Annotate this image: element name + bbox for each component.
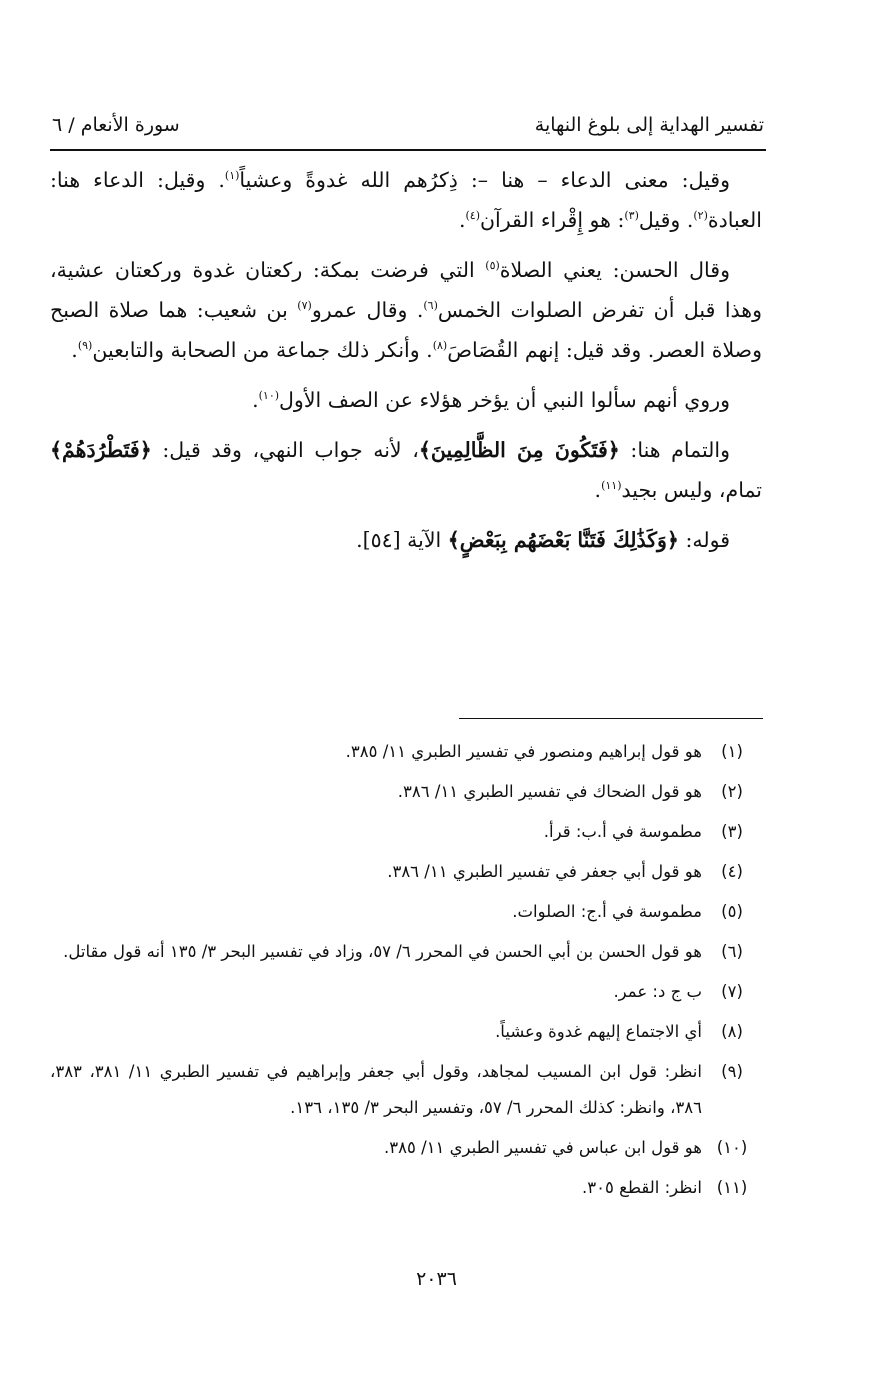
text-run: والتمام هنا: [619, 438, 730, 462]
paragraph-2 [50, 250, 762, 370]
footnote-number: (٥) [721, 902, 743, 921]
text-run: الآية [٥٤]. [356, 528, 448, 552]
footnotes-list [50, 734, 762, 1210]
book-title: تفسير الهداية إلى بلوغ النهاية [534, 114, 764, 136]
footnote-text: مطموسة في أ.ب: قرأ. [543, 822, 702, 841]
footnote-ref-7[interactable]: (٧) [297, 299, 312, 313]
main-text [50, 160, 762, 570]
text-run: . وأنكر ذلك جماعة من الصحابة والتابعين [92, 338, 433, 362]
text-run: وقيل: معنى الدعاء – هنا –: ذِكرُهم الله غدوةً وعشياً [239, 168, 730, 192]
footnote [50, 974, 762, 1010]
footnote-ref-5[interactable]: (٥) [485, 259, 500, 273]
text-run: . [252, 388, 259, 412]
footnote [50, 1170, 762, 1206]
footnote [50, 1130, 762, 1166]
footnote-number: (٢) [721, 782, 743, 801]
text-run: التي فرضت بمكة: ركعتان غدوة وركعتان عشية، وهذا قبل أن تفرض الصلوات الخمس [50, 258, 763, 322]
footnote-number: (١) [721, 742, 743, 761]
text-run: . [594, 478, 602, 502]
footnote-text: هو قول أبي جعفر في تفسير الطبري ١١/ ٣٨٦. [387, 862, 702, 881]
quran-verse-heading: ﴿وَكَذَٰلِكَ فَتَنَّا بَعْضَهُم بِبَعْضٍ﴾ [447, 528, 679, 552]
text-run: . وقال عمرو [311, 298, 424, 322]
text-run: بن شعيب: هما صلاة الصبح وصلاة العصر. وقد قيل: إنهم القُصَاصَ [50, 298, 762, 362]
footnote-text: ب ج د: عمر. [613, 982, 702, 1001]
header-divider [50, 149, 766, 151]
footnote [50, 1054, 762, 1126]
text-run: . [458, 208, 466, 232]
footnote-text: هو قول إبراهيم ومنصور في تفسير الطبري ١١/ ٣٨٥. [345, 742, 702, 761]
text-run: . وقيل: الدعاء هنا: العبادة [50, 168, 762, 232]
footnote-number: (٩) [721, 1062, 743, 1081]
footnote-number: (١٠) [716, 1138, 748, 1157]
page-number: ٢٠٣٦ [416, 1268, 457, 1290]
footnote-ref-9[interactable]: (٩) [77, 339, 93, 353]
text-run: قوله: [678, 528, 730, 552]
text-run: . [71, 338, 78, 362]
footnote-ref-6[interactable]: (٦) [423, 299, 438, 313]
footnote-text: أي الاجتماع إليهم غدوة وعشياً. [495, 1022, 702, 1041]
footnote [50, 774, 762, 810]
text-run: وقال الحسن: يعني الصلاة [499, 258, 730, 282]
footnote-ref-4[interactable]: (٤) [465, 209, 480, 223]
footnote-ref-2[interactable]: (٢) [693, 209, 708, 223]
footnote [50, 1014, 762, 1050]
footnote-number: (٧) [721, 982, 743, 1001]
footnote-number: (٦) [721, 942, 743, 961]
footnote-text: هو قول الضحاك في تفسير الطبري ١١/ ٣٨٦. [397, 782, 702, 801]
footnote-number: (١١) [716, 1178, 748, 1197]
footnote-ref-3[interactable]: (٣) [624, 209, 639, 223]
text-run: وروي أنهم سألوا النبي أن يؤخر هؤلاء عن الصف الأول [279, 388, 730, 412]
footnote-ref-10[interactable]: (١٠) [258, 389, 280, 403]
paragraph-3 [50, 380, 762, 420]
footnote-text: هو قول الحسن بن أبي الحسن في المحرر ٦/ ٥٧، وزاد في تفسير البحر ٣/ ١٣٥ أنه قول مقاتل. [63, 942, 702, 961]
footnote [50, 734, 762, 770]
footnote-ref-11[interactable]: (١١) [601, 479, 622, 493]
footnote-ref-8[interactable]: (٨) [432, 339, 448, 353]
footnote-number: (٣) [721, 822, 743, 841]
footnote-divider [459, 718, 763, 719]
text-run: تمام، وليس بجيد [621, 478, 762, 502]
running-header [52, 110, 764, 146]
footnote [50, 814, 762, 850]
footnote-text: انظر: قول ابن المسيب لمجاهد، وقول أبي جعفر وإبراهيم في تفسير الطبري ١١/ ٣٨١، ٣٨٣، ٣٨٦، وانظر: كذلك المحرر ٦/ ٥٧، وتفسير البحر ٣/ ١٣٥، ١٣٦. [50, 1062, 702, 1117]
paragraph-4 [50, 430, 762, 510]
footnote [50, 894, 762, 930]
surah-page-label: سورة الأنعام / ٦ [52, 114, 180, 136]
paragraph-5 [50, 520, 762, 560]
footnote-number: (٨) [721, 1022, 743, 1041]
text-run: . وقيل [638, 208, 694, 232]
quran-quote: ﴿فَتَطْرُدَهُمْ﴾ [50, 438, 152, 462]
footnote-ref-1[interactable]: (١) [224, 169, 240, 183]
footnote-text: انظر: القطع ٣٠٥. [582, 1178, 702, 1197]
footnote-text: مطموسة في أ.ج: الصلوات. [512, 902, 702, 921]
paragraph-1 [50, 160, 762, 240]
footnote [50, 934, 762, 970]
text-run: : هو إِقْراء القرآن [480, 208, 625, 232]
quran-quote: ﴿فَتَكُونَ مِنَ الظَّالِمِينَ﴾ [418, 438, 620, 462]
text-run: ، لأنه جواب النهي، وقد قيل: [151, 438, 419, 462]
footnote [50, 854, 762, 890]
footnote-text: هو قول ابن عباس في تفسير الطبري ١١/ ٣٨٥. [384, 1138, 702, 1157]
footnote-number: (٤) [721, 862, 743, 881]
